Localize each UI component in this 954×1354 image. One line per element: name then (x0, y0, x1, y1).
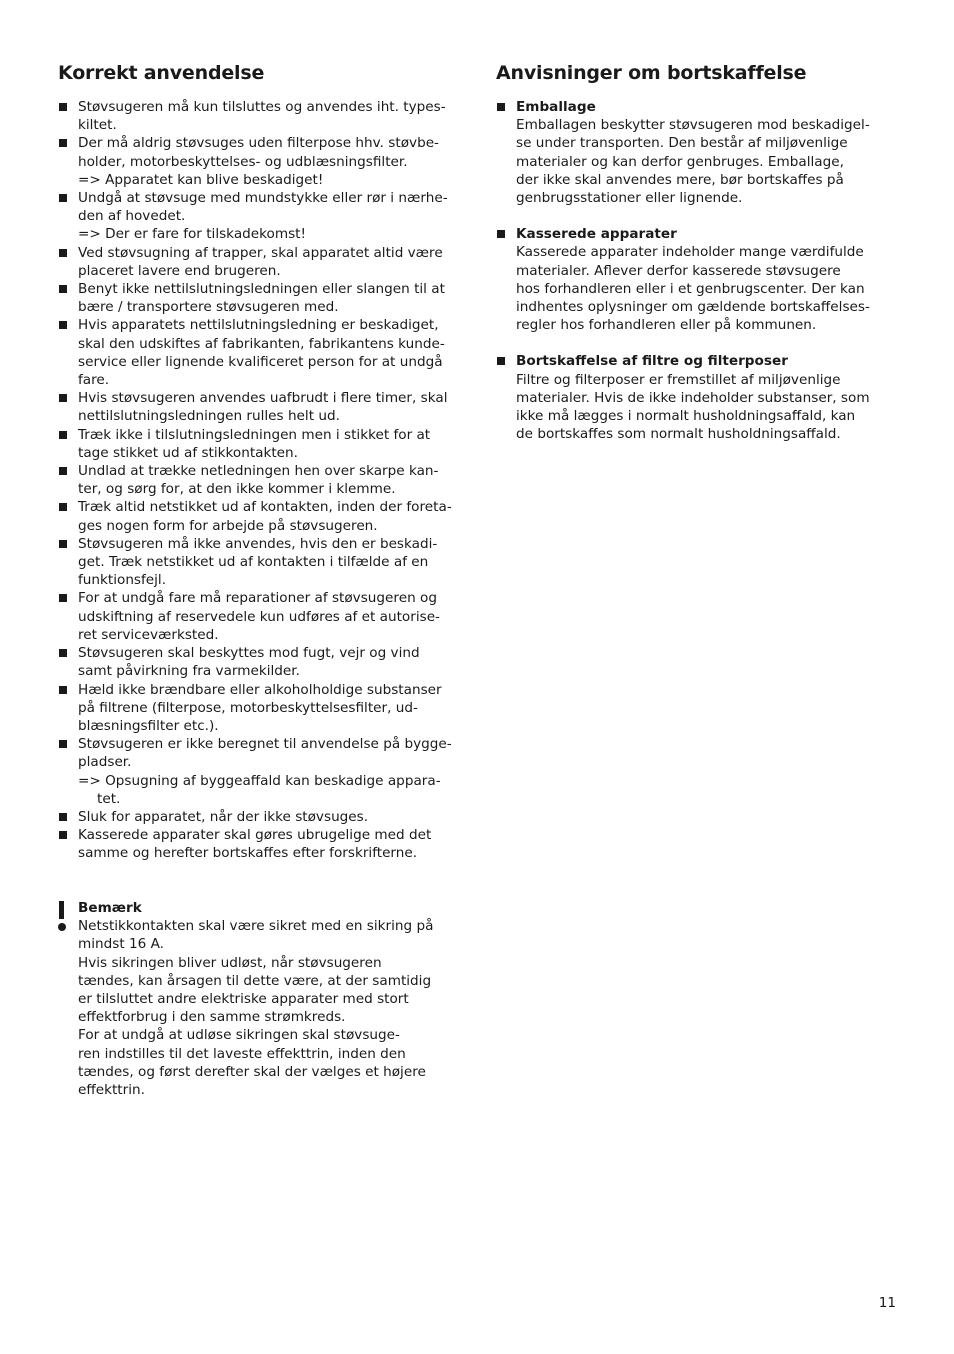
list-item-text: placeret lavere end brugeren. (78, 262, 281, 279)
disposal-item (496, 225, 896, 334)
notice-line: er tilsluttet andre elektriske apparater med stort (78, 991, 409, 1008)
list-item-text: Støvsugeren er ikke beregnet til anvendelse på bygge- (78, 736, 452, 753)
disposal-item-title: Kasserede apparater (516, 226, 677, 243)
list-item-text: Benyt ikke nettilslutningsledningen eller slangen til at (78, 281, 445, 298)
list-item (58, 244, 458, 280)
list-item-text: service eller lignende kvalificeret person for at undgå (78, 353, 443, 370)
left-column (58, 60, 458, 863)
disposal-item-text: genbrugsstationer eller lignende. (516, 190, 743, 207)
notice-line: ren indstilles til det laveste effekttrin, inden den (78, 1045, 406, 1062)
list-item-text: samt påvirkning fra varmekilder. (78, 663, 300, 680)
disposal-item-text: Filtre og filterposer er fremstillet af miljøvenlige (516, 371, 841, 388)
list-item-note: tet. (97, 790, 121, 807)
square-bullet-icon (59, 813, 67, 821)
square-bullet-icon (59, 740, 67, 748)
list-item-text: Ved støvsugning af trapper, skal apparatet altid være (78, 244, 443, 261)
list-item-text: ter, og sørg for, at den ikke kommer i klemme. (78, 481, 396, 498)
list-item-note: => Apparatet kan blive beskadiget! (78, 171, 324, 188)
disposal-item-title: Bortskaffelse af filtre og filterposer (516, 353, 788, 370)
notice-line: tændes, og først derefter skal der vælges et højere (78, 1063, 426, 1080)
square-bullet-icon (59, 249, 67, 257)
list-item-text: Undlad at trække netledningen hen over skarpe kan- (78, 463, 439, 480)
list-item-text: pladser. (78, 754, 132, 771)
disposal-item (496, 98, 896, 207)
notice-title: Bemærk (78, 900, 142, 916)
square-bullet-icon (59, 194, 67, 202)
notice-line: mindst 16 A. (78, 936, 164, 953)
list-item-text: Hæld ikke brændbare eller alkoholholdige substanser (78, 681, 442, 698)
list-item-text: holder, motorbeskyttelses- og udblæsningsfilter. (78, 153, 408, 170)
list-item (58, 681, 458, 736)
list-item-text: nettilslutningsledningen rulles helt ud. (78, 408, 340, 425)
list-item (58, 498, 458, 534)
list-item (58, 589, 458, 644)
list-item-text: Hvis apparatets nettilslutningsledning er beskadiget, (78, 317, 439, 334)
square-bullet-icon (59, 431, 67, 439)
list-item (58, 189, 458, 244)
list-item-text: Sluk for apparatet, når der ikke støvsuges. (78, 808, 369, 825)
list-item-text: ret serviceværksted. (78, 626, 219, 643)
square-bullet-icon (59, 686, 67, 694)
list-item (58, 826, 458, 862)
list-item-text: For at undgå fare må reparationer af støvsugeren og (78, 590, 437, 607)
list-item (58, 98, 458, 134)
disposal-item-text: Kasserede apparater indeholder mange værdifulde (516, 244, 864, 261)
disposal-item-title: Emballage (516, 99, 596, 115)
list-item-note: => Opsugning af byggeaffald kan beskadige appara- (78, 772, 441, 789)
square-bullet-icon (59, 503, 67, 511)
list-item (58, 535, 458, 590)
disposal-item-text: materialer. Aflever derfor kasserede støvsugere (516, 262, 841, 279)
list-item-text: udskiftning af reservedele kun udføres af et autorise- (78, 608, 440, 625)
disposal-item-text: materialer. Hvis de ikke indeholder substanser, som (516, 389, 870, 406)
notice-line: tændes, kan årsagen til dette være, at der samtidig (78, 972, 432, 989)
disposal-item-text: indhentes oplysninger om gældende bortskaffelses- (516, 299, 870, 316)
square-bullet-icon (59, 394, 67, 402)
list-item (58, 426, 458, 462)
list-item-text: Der må aldrig støvsuges uden filterpose hhv. støvbe- (78, 135, 439, 152)
notice-line: effekttrin. (78, 1082, 145, 1099)
square-bullet-icon (497, 230, 505, 238)
disposal-item-text: ikke må lægges i normalt husholdningsaffald, kan (516, 408, 856, 425)
square-bullet-icon (59, 285, 67, 293)
list-item-text: kiltet. (78, 117, 117, 134)
list-item-text: tage stikket ud af stikkontakten. (78, 444, 298, 461)
square-bullet-icon (59, 321, 67, 329)
list-item-text: bære / transportere støvsugeren med. (78, 299, 339, 316)
list-item-text: fare. (78, 372, 110, 389)
list-item-text: get. Træk netstikket ud af kontakten i tilfælde af en (78, 554, 429, 571)
disposal-item (496, 352, 896, 443)
list-item-text: Støvsugeren må kun tilsluttes og anvendes iht. types- (78, 99, 446, 115)
notice-line: Hvis sikringen bliver udløst, når støvsugeren (78, 954, 382, 971)
disposal-item-text: der ikke skal anvendes mere, bør bortskaffes på (516, 171, 844, 188)
list-item-text: funktionsfejl. (78, 572, 167, 589)
disposal-item-text: materialer og kan derfor genbruges. Emballage, (516, 153, 844, 170)
list-item (58, 462, 458, 498)
right-column (496, 60, 896, 461)
safety-instruction-list (58, 98, 458, 863)
list-item-text: den af hovedet. (78, 208, 186, 225)
square-bullet-icon (497, 103, 505, 111)
list-item-text: Støvsugeren må ikke anvendes, hvis den er beskadi- (78, 535, 438, 552)
notice-text (78, 917, 458, 1099)
disposal-item-text: hos forhandleren eller i et genbrugscenter. Der kan (516, 280, 865, 297)
page-number: 11 (878, 1295, 896, 1311)
list-item (58, 644, 458, 680)
square-bullet-icon (59, 594, 67, 602)
list-item-text: Træk altid netstikket ud af kontakten, inden der foreta- (78, 499, 452, 516)
list-item-text: skal den udskiftes af fabrikanten, fabrikantens kunde- (78, 335, 445, 352)
list-item (58, 134, 458, 189)
list-item (58, 316, 458, 389)
disposal-item-text: Emballagen beskytter støvsugeren mod beskadigel- (516, 117, 870, 134)
list-item-text: Træk ikke i tilslutningsledningen men i stikket for at (78, 426, 431, 443)
list-item (58, 280, 458, 316)
square-bullet-icon (497, 357, 505, 365)
square-bullet-icon (59, 831, 67, 839)
disposal-item-text: de bortskaffes som normalt husholdningsaffald. (516, 426, 841, 443)
list-item-text: Hvis støvsugeren anvendes uafbrudt i flere timer, skal (78, 390, 448, 407)
list-item-text: Støvsugeren skal beskyttes mod fugt, vejr og vind (78, 645, 420, 662)
list-item-note: => Der er fare for tilskadekomst! (78, 226, 306, 243)
square-bullet-icon (59, 649, 67, 657)
section-heading-correct-use: Korrekt anvendelse (58, 62, 265, 84)
list-item (58, 389, 458, 425)
notice-line: effektforbrug i den samme strømkreds. (78, 1009, 346, 1026)
list-item-text: blæsningsfilter etc.). (78, 717, 219, 734)
disposal-instruction-list (496, 98, 896, 443)
square-bullet-icon (59, 540, 67, 548)
notice-body (78, 899, 458, 1099)
square-bullet-icon (59, 103, 67, 111)
notice-line: Netstikkontakten skal være sikret med en sikring på (78, 918, 434, 935)
list-item-text: Kasserede apparater skal gøres ubrugelige med det (78, 827, 432, 844)
notice-box (58, 899, 458, 1099)
list-item-text: på filtrene (filterpose, motorbeskyttelsesfilter, ud- (78, 699, 418, 716)
list-item-text: Undgå at støvsuge med mundstykke eller rør i nærhe- (78, 190, 448, 207)
disposal-item-text: se under transporten. Den består af miljøvenlige (516, 135, 848, 152)
square-bullet-icon (59, 467, 67, 475)
disposal-item-text: regler hos forhandleren eller på kommunen. (516, 317, 817, 334)
section-heading-disposal: Anvisninger om bortskaffelse (496, 62, 807, 84)
list-item (58, 735, 458, 808)
exclamation-icon (58, 901, 66, 931)
square-bullet-icon (59, 139, 67, 147)
list-item (58, 808, 458, 826)
notice-line: For at undgå at udløse sikringen skal støvsuge- (78, 1027, 400, 1044)
list-item-text: samme og herefter bortskaffes efter forskrifterne. (78, 845, 418, 862)
list-item-text: ges nogen form for arbejde på støvsugeren. (78, 517, 378, 534)
